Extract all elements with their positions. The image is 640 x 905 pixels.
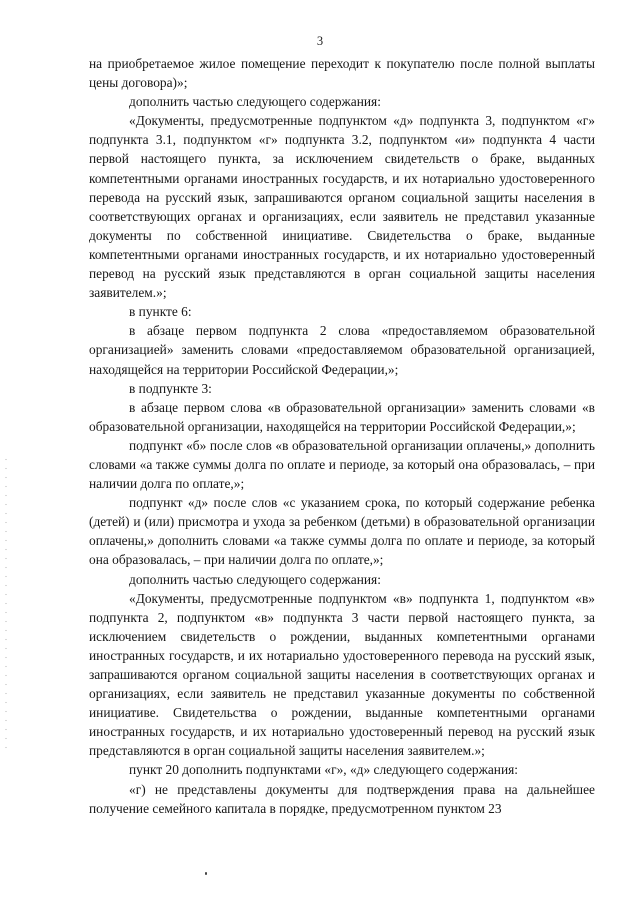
- paragraph-in-subpoint-3: в подпункте 3:: [129, 380, 212, 396]
- paragraph-first-abzats: в абзаце первом слова «в образовательной организации» заменить словами «в образовательной организации, находящейся на территории Российской Федерации,»;: [89, 399, 595, 434]
- scan-speck: [205, 872, 207, 875]
- paragraph-continuation: на приобретаемое жилое помещение переходит к покупателю после полной выплаты цены договора)»;: [89, 56, 595, 91]
- paragraph-subpoint-g: «г) не представлены документы для подтверждения права на дальнейшее получение семейного капитала в порядке, предусмотренном пунктом 23: [89, 781, 595, 816]
- paragraph-amend-add-part-2: дополнить частью следующего содержания:: [129, 571, 381, 587]
- paragraph-subpoint-b: подпункт «б» после слов «в образовательной организации оплачены,» дополнить словами «а также суммы долга по оплате и периоде, за который она образовалась, – при наличии долга по оплате,»;: [89, 437, 595, 492]
- paragraph-point-20: пункт 20 дополнить подпунктами «г», «д» следующего содержания:: [129, 762, 519, 778]
- paragraph-documents-birth: «Документы, предусмотренные подпунктом «в» подпункта 1, подпунктом «в» подпункта 2, подпунктом «в» подпункта 3 части первой настоящего пункта, за исключением свидетельств о рождении, выданных компетентными органами иностранных государств, и их нотариально удостоверенного перевода на русский язык, запрашиваются органом социальной защиты населения в соответствующих органах и организациях, если заявитель не представил указанные документы по собственной инициативе. Свидетельства о рождении, выданные компетентными органами иностранных государств, и их нотариально удостоверенный перевод на русский язык представляются в орган социальной защиты населения заявителем.»;: [89, 590, 595, 759]
- paragraph-documents-marriage: «Документы, предусмотренные подпунктом «д» подпункта 3, подпунктом «г» подпункта 3.1, подпунктом «г» подпункта 3.2, подпунктом «и» подпункта 4 части первой настоящего пункта, за исключением свидетельств о браке, выданных компетентными органами иностранных государств, и их нотариально удостоверенного перевода на русский язык, запрашиваются органом социальной защиты населения в соответствующих органах и организациях, если заявитель не представил указанные документы по собственной инициативе. Свидетельства о браке, выданные компетентными органами иностранных государств, и их нотариально удостоверенный перевод на русский язык представляются в орган социальной защиты населения заявителем.»;: [89, 113, 595, 301]
- scan-margin-artifact: [5, 455, 7, 755]
- page-number: 3: [316, 34, 324, 48]
- paragraph-amend-add-part: дополнить частью следующего содержания:: [129, 94, 381, 110]
- paragraph-subpoint-d: подпункт «д» после слов «с указанием срока, по который содержание ребенка (детей) и (или) присмотра и ухода за ребенком (детьми) в образовательной организации оплачены,» дополнить словами «а также суммы долга по оплате и периоде, за который она образовалась, – при наличии долга по оплате,»;: [89, 495, 595, 568]
- paragraph-in-point-6: в пункте 6:: [129, 304, 192, 320]
- paragraph-subpoint-2: в абзаце первом подпункта 2 слова «предоставляемом образовательной организацией» заменить словами «предоставляемом образовательной организацией, находящейся на территории Российской Федерации,»;: [89, 323, 595, 377]
- document-body: [89, 54, 595, 818]
